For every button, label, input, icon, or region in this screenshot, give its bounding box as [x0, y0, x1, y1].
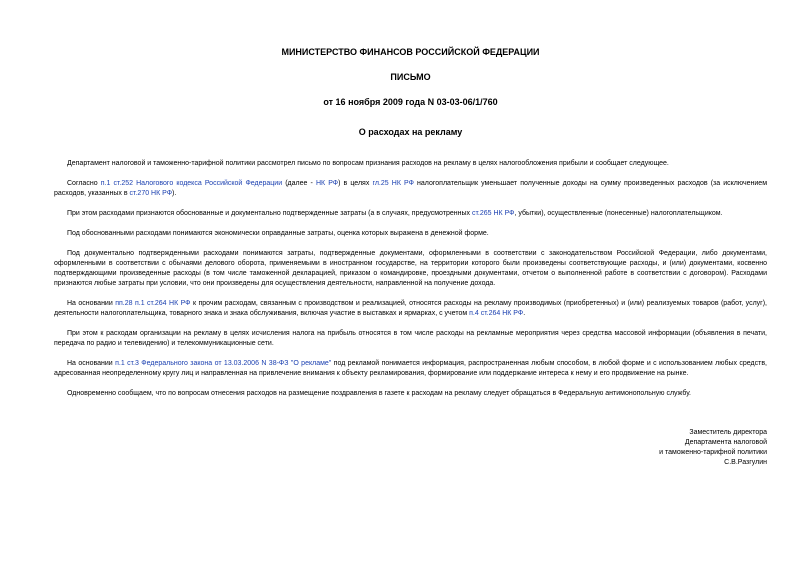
paragraph-text: На основании — [67, 360, 116, 367]
legal-reference-link[interactable]: НК РФ — [315, 180, 339, 187]
document-date-number: от 16 ноября 2009 года N 03-03-06/1/760 — [323, 97, 498, 107]
body-paragraph — [54, 229, 767, 239]
paragraph-text: налогоплательщик уменьшает полученные доходы на сумму произведенных расходов (за исключением расходов, указанных в — [54, 180, 768, 197]
body-paragraph — [54, 249, 767, 289]
paragraph-text: Департамент налоговой и таможенно-тарифной политики рассмотрел письмо по вопросам признания расходов на рекламу в целях налогообложения прибыли и сообщает следующее. — [67, 160, 669, 167]
ministry-title: МИНИСТЕРСТВО ФИНАНСОВ РОССИЙСКОЙ ФЕДЕРАЦИИ — [281, 47, 540, 57]
paragraph-text: Одновременно сообщаем, что по вопросам отнесения расходов на размещение поздравления в газете к расходам на рекламу следует обращаться в Федеральную антимонопольную службу. — [67, 390, 691, 397]
body-paragraph — [54, 209, 767, 219]
body-paragraph — [54, 159, 767, 169]
paragraph-text: (далее - — [282, 180, 316, 187]
body-paragraph — [54, 389, 767, 399]
paragraph-text: ). — [172, 190, 177, 197]
paragraph-text: , убытки), осуществленные (понесенные) налогоплательщиком. — [514, 210, 723, 217]
signer-position-line-2: Департамента налоговой — [684, 439, 767, 446]
paragraph-text: Согласно — [67, 180, 101, 187]
paragraph-text: На основании — [67, 300, 116, 307]
document-subject: О расходах на рекламу — [358, 127, 463, 137]
body-paragraph — [54, 299, 767, 319]
legal-reference-link[interactable]: ст.270 НК РФ — [129, 190, 173, 197]
body-paragraph — [54, 329, 767, 349]
legal-reference-link[interactable]: гл.25 НК РФ — [372, 180, 414, 187]
legal-reference-link[interactable]: ст.265 НК РФ — [472, 210, 515, 217]
document-type: ПИСЬМО — [390, 72, 431, 82]
paragraph-text: Под обоснованными расходами понимаются экономически оправданные затраты, оценка которых выражена в денежной форме. — [67, 230, 489, 237]
paragraph-text: Под документально подтвержденными расходами понимаются затраты, подтвержденные документами, оформленными в соответствии с законодательством Российской Федерации, либо документами, оформленными в соответствии с обычаями делового оборота, применяемыми в иностранном государстве, на территории которого были произведены соответствующие расходы, и (или) документами, косвенно подтверждающими произведенные расходы (в том числе таможенной декларацией, приказом о командировке, проездными документами, отчетом о выполненной работе в соответствии с договором). Расходами признаются любые затраты при условии, что они произведены для осуществления деятельности, направленной на получение дохода. — [54, 250, 767, 287]
paragraph-text: под рекламой понимается информация, распространенная любым способом, в любой форме и с использованием любых средств, адресованная неопределенному кругу лиц и направленная на привлечение внимания к объекту рекламирования, формирование или поддержание интереса к нему и его продвижение на рынке. — [54, 360, 767, 377]
legal-reference-link[interactable]: пп.28 п.1 ст.264 НК РФ — [115, 300, 191, 307]
legal-reference-link[interactable]: п.1 ст.3 Федерального закона от 13.03.2006 N 38-ФЗ "О рекламе" — [115, 360, 332, 367]
document-body — [54, 159, 767, 399]
legal-reference-link[interactable]: п.4 ст.264 НК РФ — [469, 310, 524, 317]
paragraph-text: к прочим расходам, связанным с производством и реализацией, относятся расходы на рекламу производимых (приобретенных) и (или) реализуемых товаров (работ, услуг), деятельности налогоплательщика, товарного знака и знака обслуживания, включая участие в выставках и ярмарках, с учетом — [54, 300, 767, 317]
signature-block — [659, 428, 767, 468]
paragraph-text: При этом расходами признаются обоснованные и документально подтвержденные затраты (а в случаях, предусмотренных — [67, 210, 472, 217]
body-paragraph — [54, 179, 767, 199]
paragraph-text: . — [523, 310, 526, 317]
legal-reference-link[interactable]: п.1 ст.252 Налогового кодекса Российской Федерации — [100, 180, 283, 187]
signer-name: С.В.Разгулин — [724, 459, 767, 466]
paragraph-text: ) в целях — [338, 180, 373, 187]
signer-position-line-1: Заместитель директора — [689, 429, 767, 436]
body-paragraph — [54, 359, 767, 379]
signer-position-line-3: и таможенно-тарифной политики — [659, 449, 767, 456]
paragraph-text: При этом к расходам организации на рекламу в целях исчисления налога на прибыль относятся в том числе расходы на рекламные мероприятия через средства массовой информации (объявления в печати, передача по радио и телевидению) и телекоммуникационные сети. — [54, 330, 767, 347]
